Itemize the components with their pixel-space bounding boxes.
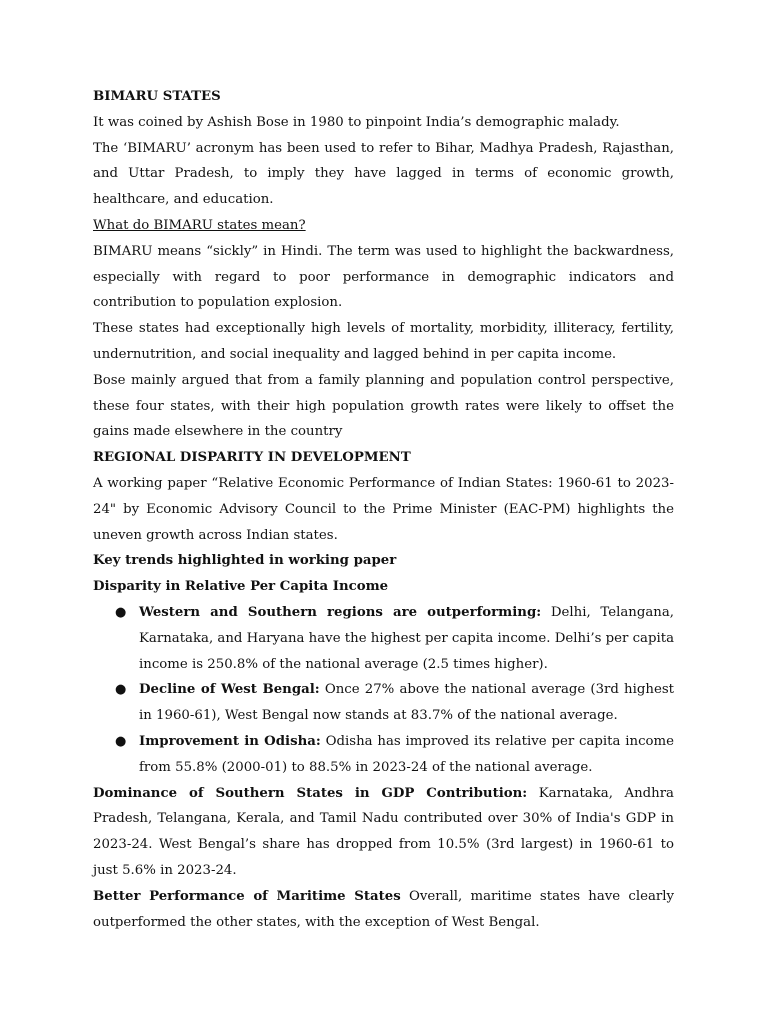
bullet-label: Improvement in Odisha: — [139, 733, 321, 749]
document-title: BIMARU STATES — [93, 89, 221, 104]
gdp-text: Karnataka, Andhra Pradesh, Telangana, Kerala, and Tamil Nadu contributed over 30% of India's GDP in 2023-24. West Bengal’s share has dropped from 10.5% (3rd largest) in 1960-61 to just 5.6% in 2023-24. — [93, 785, 674, 878]
intro-paragraph-1: It was coined by Ashish Bose in 1980 to pinpoint India’s demographic malady. — [93, 114, 620, 130]
disparity-heading: Disparity in Relative Per Capita Income — [93, 579, 389, 595]
list-item — [93, 729, 674, 781]
list-item — [93, 600, 674, 677]
maritime-paragraph — [93, 884, 674, 936]
question-heading: What do BIMARU states mean? — [93, 217, 306, 233]
bullet-text: Odisha has improved its relative per capita income from 55.8% (2000-01) to 88.5% in 2023-24 of the national average. — [139, 733, 674, 775]
maritime-label: Better Performance of Maritime States — [93, 888, 401, 904]
bullet-icon: ● — [115, 733, 127, 749]
bullet-label: Western and Southern regions are outperforming: — [139, 604, 542, 620]
bullet-list — [93, 600, 674, 781]
document-page — [93, 84, 674, 935]
list-item — [93, 677, 674, 729]
gdp-label: Dominance of Southern States in GDP Contribution: — [93, 785, 528, 801]
meaning-paragraph-1: BIMARU means “sickly” in Hindi. The term was used to highlight the backwardness, especially with regard to poor performance in demographic indicators and contribution to population explosion. — [93, 243, 674, 311]
bullet-text: Delhi, Telangana, Karnataka, and Haryana have the highest per capita income. Delhi’s per capita income is 250.8% of the national average (2.5 times higher). — [139, 604, 675, 672]
gdp-paragraph — [93, 781, 674, 884]
key-trends-heading: Key trends highlighted in working paper — [93, 553, 397, 569]
bullet-text: Once 27% above the national average (3rd highest in 1960-61), West Bengal now stands at 83.7% of the national average. — [139, 682, 674, 724]
bullet-label: Decline of West Bengal: — [139, 682, 320, 698]
meaning-paragraph-3: Bose mainly argued that from a family planning and population control perspective, these four states, with their high population growth rates were likely to offset the gains made elsewhere in the country — [93, 372, 674, 440]
intro-paragraph-2: The ‘BIMARU’ acronym has been used to refer to Bihar, Madhya Pradesh, Rajasthan, and Uttar Pradesh, to imply they have lagged in terms of economic growth, healthcare, and education. — [93, 140, 674, 208]
bullet-icon: ● — [115, 604, 127, 620]
maritime-text: Overall, maritime states have clearly outperformed the other states, with the exception of West Bengal. — [93, 888, 675, 930]
section-intro-paragraph: A working paper “Relative Economic Performance of Indian States: 1960-61 to 2023-24" by Economic Advisory Council to the Prime Minister (EAC-PM) highlights the uneven growth across Indian states. — [93, 475, 674, 543]
meaning-paragraph-2: These states had exceptionally high levels of mortality, morbidity, illiteracy, fertility, undernutrition, and social inequality and lagged behind in per capita income. — [93, 321, 674, 362]
section-heading: REGIONAL DISPARITY IN DEVELOPMENT — [93, 450, 411, 466]
bullet-icon: ● — [115, 682, 127, 698]
